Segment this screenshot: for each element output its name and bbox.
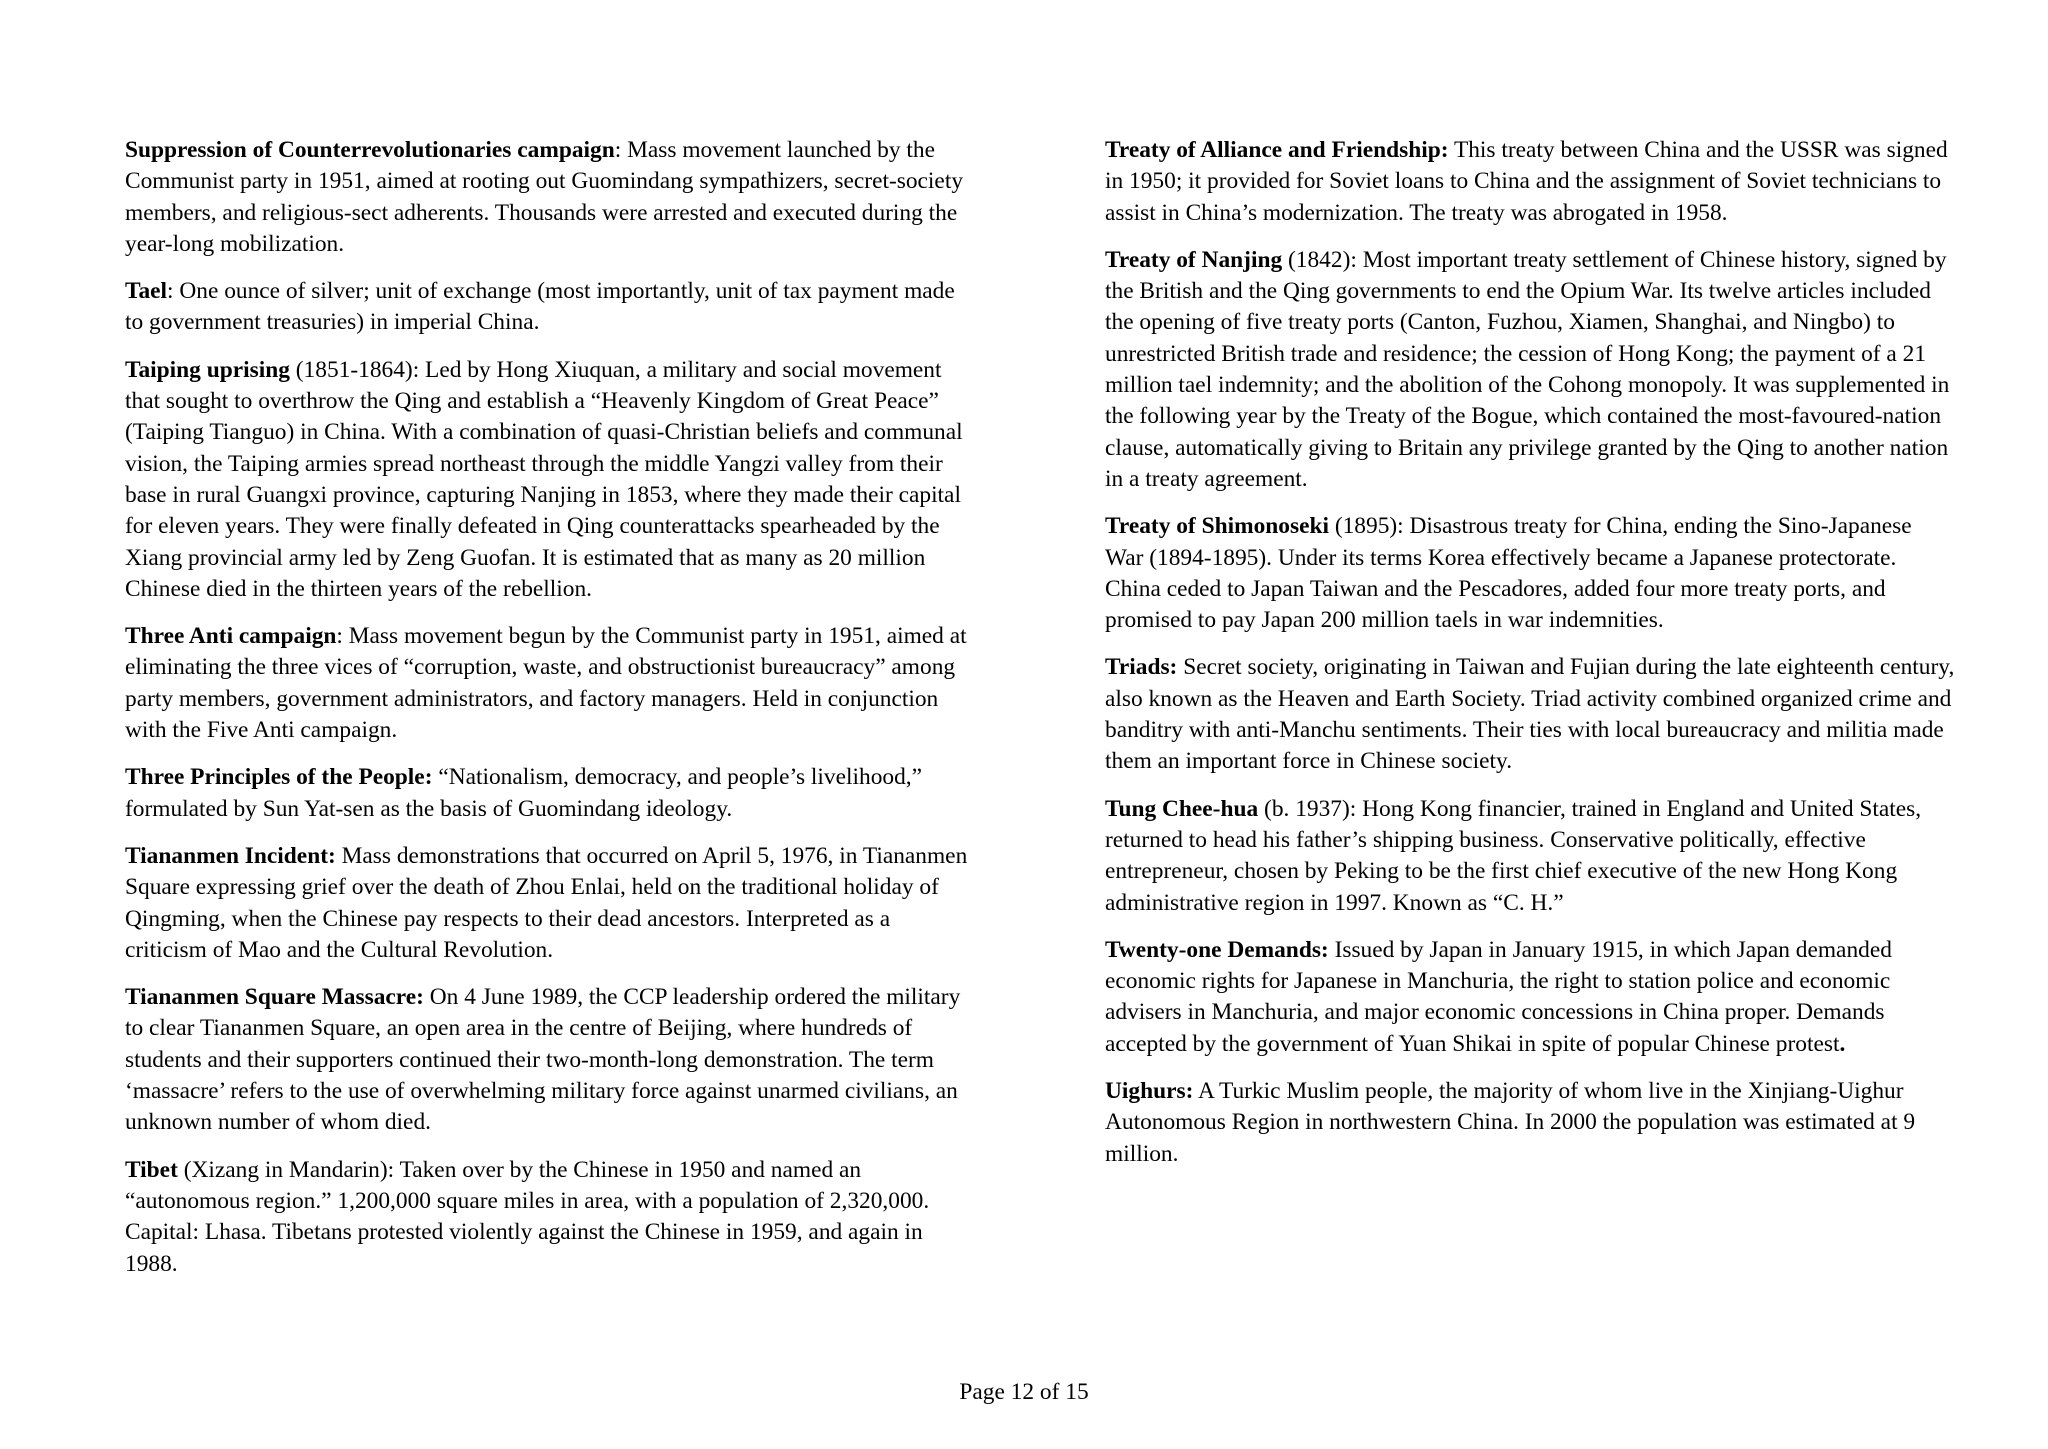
entry-term: Suppression of Counterrevolutionaries campaign [125, 137, 615, 163]
entry-definition: : One ounce of silver; unit of exchange (most importantly, unit of tax payment made to government treasuries) in imperial China. [125, 278, 955, 336]
glossary-entry [125, 762, 975, 825]
entry-term: Tael [125, 278, 168, 305]
entry-term: Three Principles of the People: [125, 764, 433, 791]
left-column [125, 135, 975, 1296]
right-column [1105, 135, 1955, 1186]
entry-definition: (b. 1937): Hong Kong financier, trained in England and United States, returned to head his father’s shipping business. Conservative politically, effective entrepreneur, chosen by Peking to be the first chief executive of the new Hong Kong administrative region in 1997. Known as “C. H.” [1105, 795, 1922, 916]
entry-definition: A Turkic Muslim people, the majority of whom live in the Xinjiang-Uighur Autonomous Region in northwestern China. In 2000 the population was estimated at 9 million. [1105, 1078, 1916, 1167]
page-number: Page 12 of 15 [959, 1379, 1089, 1405]
glossary-entry [1105, 794, 1955, 919]
glossary-entry [125, 1155, 975, 1280]
entry-term: Tiananmen Incident: [125, 842, 336, 869]
entry-term: Tiananmen Square Massacre: [125, 984, 424, 1011]
entry-term: Three Anti campaign [125, 623, 337, 650]
entry-definition: (1842): Most important treaty settlement of Chinese history, signed by the British and the Qing governments to end the Opium War. Its twelve articles included the opening of five treaty ports (Canton, Fuzhou, Xiamen, Shanghai, and Ningbo) to unrestricted British trade and residence; the cession of Hong Kong; the payment of a 21 million tael indemnity; and the abolition of the Cohong monopoly. It was supplemented in the following year by the Treaty of the Bogue, which contained the most-favoured-nation clause, automatically giving to Britain any privilege granted by the Qing to another nation in a treaty agreement. [1105, 246, 1950, 492]
glossary-entry [125, 276, 975, 339]
glossary-entry [125, 355, 975, 605]
entry-term: Treaty of Nanjing [1105, 246, 1283, 273]
glossary-entry [1105, 652, 1955, 777]
entry-term: Uighurs: [1105, 1078, 1194, 1105]
entry-definition: Secret society, originating in Taiwan and Fujian during the late eighteenth century, also known as the Heaven and Earth Society. Triad activity combined organized crime and banditry with anti-Manchu sentiments. Their ties with local bureaucracy and militia made them an important force in Chinese society. [1105, 654, 1955, 775]
entry-term: Treaty of Shimonoseki [1105, 513, 1329, 540]
entry-definition: (1895): Disastrous treaty for China, ending the Sino-Japanese War (1894-1895). Under its terms Korea effectively became a Japanese protectorate. China ceded to Japan Taiwan and the Pescadores, added four more treaty ports, and promised to pay Japan 200 million taels in war indemnities. [1105, 513, 1912, 634]
entry-term: Twenty-one Demands: [1105, 936, 1329, 963]
entry-term: Tibet [125, 1156, 178, 1183]
entry-definition: : Mass movement launched by the Communist party in 1951, aimed at rooting out Guomindang sympathizers, secret-society members, and religious-sect adherents. Thousands were arrested and executed during the year-long mobilization. [125, 137, 964, 257]
glossary-entry [125, 135, 975, 260]
entry-term: Triads: [1105, 654, 1178, 681]
entry-term: Taiping uprising [125, 356, 290, 383]
glossary-entry [1105, 935, 1955, 1060]
glossary-entry [125, 982, 975, 1138]
glossary-entry [125, 841, 975, 966]
entry-definition: (1851-1864): Led by Hong Xiuquan, a military and social movement that sought to overthrow the Qing and establish a “Heavenly Kingdom of Great Peace” (Taiping Tianguo) in China. With a combination of quasi-Christian beliefs and communal vision, the Taiping armies spread northeast through the middle Yangzi valley from their base in rural Guangxi province, capturing Nanjing in 1853, where they made their capital for eleven years. They were finally defeated in Qing counterattacks spearheaded by the Xiang provincial army led by Zeng Guofan. It is estimated that as many as 20 million Chinese died in the thirteen years of the rebellion. [125, 356, 963, 602]
glossary-entry [1105, 1076, 1955, 1170]
glossary-entry [1105, 245, 1955, 495]
entry-definition: This treaty between China and the USSR was signed in 1950; it provided for Soviet loans to China and the assignment of Soviet technicians to assist in China’s modernization. The treaty was abrogated in 1958. [1105, 137, 1948, 226]
glossary-entry [1105, 511, 1955, 636]
entry-definition: On 4 June 1989, the CCP leadership ordered the military to clear Tiananmen Square, an open area in the centre of Beijing, where hundreds of students and their supporters continued their two-month-long demonstration. The term ‘massacre’ refers to the use of overwhelming military force against unarmed civilians, an unknown number of whom died. [125, 984, 961, 1136]
glossary-entry [1105, 135, 1955, 229]
entry-trailing-period: . [1839, 1030, 1846, 1057]
entry-definition: : Mass movement begun by the Communist party in 1951, aimed at eliminating the three vices of “corruption, waste, and obstructionist bureaucracy” among party members, government administrators, and factory managers. Held in conjunction with the Five Anti campaign. [125, 623, 967, 744]
entry-term: Treaty of Alliance and Friendship: [1105, 137, 1449, 163]
glossary-entry [125, 621, 975, 746]
entry-term: Tung Chee-hua [1105, 795, 1259, 822]
entry-definition: Issued by Japan in January 1915, in which Japan demanded economic rights for Japanese in Manchuria, the right to station police and economic advisers in Manchuria, and major economic concessions in China proper. Demands accepted by the government of Yuan Shikai in spite of popular Chinese protest [1105, 936, 1892, 1057]
entry-definition: (Xizang in Mandarin): Taken over by the Chinese in 1950 and named an “autonomous region.” 1,200,000 square miles in area, with a population of 2,320,000. Capital: Lhasa. Tibetans protested violently against the Chinese in 1959, and again in 1988. [125, 1156, 930, 1277]
entry-definition: “Nationalism, democracy, and people’s livelihood,” formulated by Sun Yat-sen as the basis of Guomindang ideology. [125, 764, 923, 822]
entry-definition: Mass demonstrations that occurred on April 5, 1976, in Tiananmen Square expressing grief over the death of Zhou Enlai, held on the traditional holiday of Qingming, when the Chinese pay respects to their dead ancestors. Interpreted as a criticism of Mao and the Cultural Revolution. [125, 842, 968, 963]
